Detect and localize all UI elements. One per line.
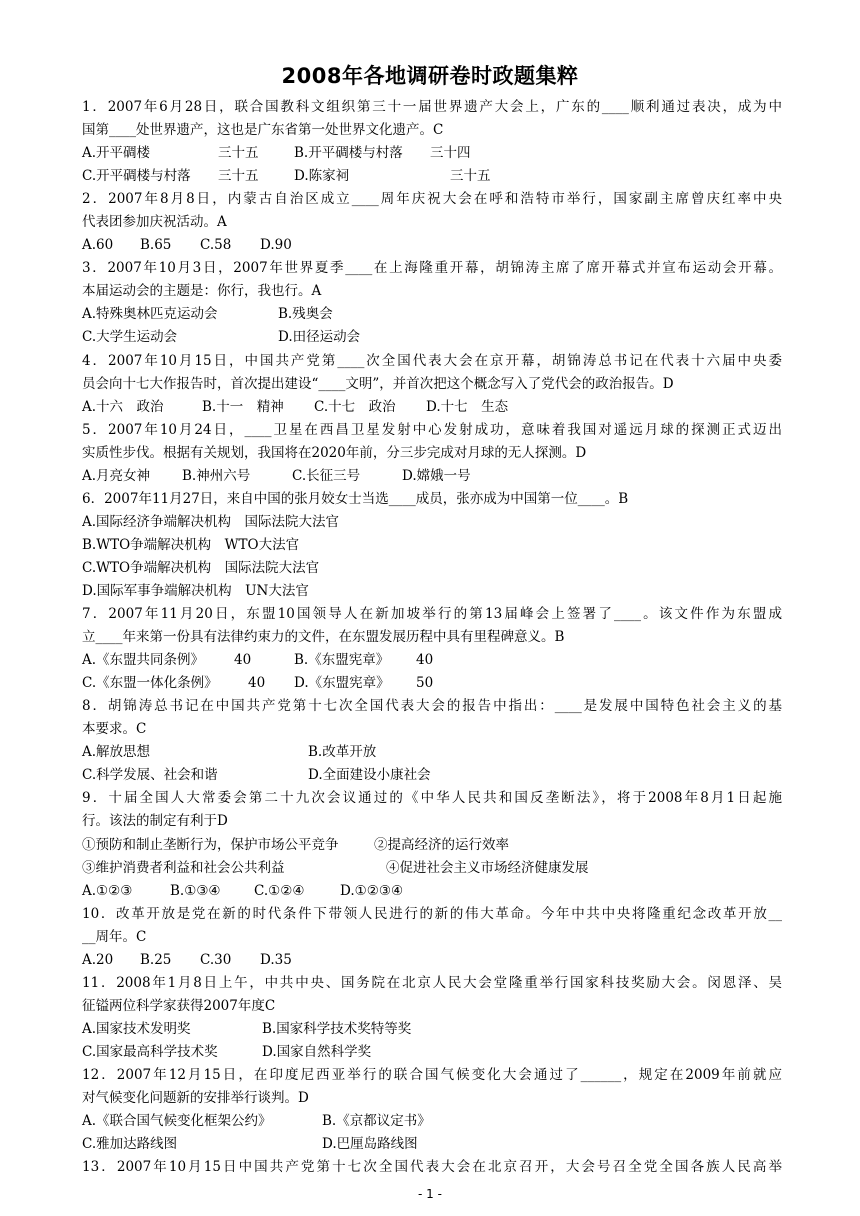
answer-option: B.65 bbox=[140, 237, 172, 254]
text-line: 13．2007年10月15日中国共产党第十七次全国代表大会在北京召开，大会号召全党全国各族人民高举 bbox=[82, 1159, 782, 1176]
answer-option: B.改革开放 bbox=[308, 744, 377, 761]
answer-options-row bbox=[82, 672, 782, 695]
answer-option: C.国家最高科学技术奖 bbox=[82, 1043, 218, 1060]
answer-options-row bbox=[82, 234, 782, 257]
answer-option: A.解放思想 bbox=[82, 744, 151, 761]
text-line: 6．2007年11月27日，来自中国的张月姣女士当选____成员，张亦成为中国第一位____。B bbox=[82, 490, 629, 507]
answer-options-row bbox=[82, 142, 782, 165]
answer-option: A.《联合国气候变化框架公约》 bbox=[82, 1113, 272, 1130]
answer-option: 三十四 bbox=[430, 145, 471, 162]
answer-option: D.巴厘岛路线图 bbox=[322, 1136, 418, 1153]
answer-option: B.①③④ bbox=[170, 882, 221, 899]
answer-option: C.科学发展、社会和谐 bbox=[82, 767, 218, 784]
answer-option: C.大学生运动会 bbox=[82, 329, 178, 346]
answer-option: B.25 bbox=[140, 951, 172, 968]
answer-option: B.国家科学技术奖特等奖 bbox=[262, 1020, 412, 1037]
answer-options-row bbox=[82, 303, 782, 326]
answer-option: A.十六 政治 bbox=[82, 398, 164, 415]
answer-option: 三十五 bbox=[218, 145, 259, 162]
text-line: 立____年来第一份具有法律约束力的文件，在东盟发展历程中具有里程碑意义。B bbox=[82, 629, 565, 646]
answer-option: B.十一 精神 bbox=[202, 398, 284, 415]
answer-option: C.十七 政治 bbox=[314, 398, 396, 415]
answer-option: C.30 bbox=[200, 951, 232, 968]
text-line: 1．2007年6月28日，联合国教科文组织第三十一届世界遗产大会上，广东的____顺利通过表决，成为中 bbox=[82, 99, 782, 115]
answer-option: D.《东盟宪章》 bbox=[294, 675, 390, 692]
answer-option: D.十七 生态 bbox=[426, 398, 509, 415]
answer-option: 40 bbox=[248, 675, 266, 692]
answer-option: B.《京都议定书》 bbox=[322, 1113, 431, 1130]
answer-option: 三十五 bbox=[218, 168, 259, 185]
answer-option: 40 bbox=[234, 652, 252, 669]
answer-option: A.①②③ bbox=[82, 882, 133, 899]
answer-option: D.90 bbox=[260, 237, 292, 254]
answer-options-row bbox=[82, 834, 782, 857]
answer-option: 40 bbox=[416, 652, 434, 669]
answer-option: ①预防和制止垄断行为，保护市场公平竞争 bbox=[82, 836, 339, 853]
answer-option: C.①②④ bbox=[254, 882, 305, 899]
answer-option: C.《东盟一体化条例》 bbox=[82, 675, 218, 692]
answer-option: B.残奥会 bbox=[278, 306, 333, 323]
answer-options-row bbox=[82, 165, 782, 188]
page-number: - 1 - bbox=[418, 1187, 442, 1201]
answer-options-row bbox=[82, 857, 782, 880]
text-line: 4．2007年10月15日，中国共产党第____次全国代表大会在京开幕，胡锦涛总书记在代表十六届中央委 bbox=[82, 352, 782, 369]
answer-options-row bbox=[82, 396, 782, 419]
answer-option: A.开平碉楼 bbox=[82, 145, 151, 162]
answer-options-row bbox=[82, 1133, 782, 1156]
answer-option: D.嫦娥一号 bbox=[402, 467, 471, 484]
text-line: 国第____处世界遗产，这也是广东省第一处世界文化遗产。C bbox=[82, 122, 444, 139]
text-line: 8．胡锦涛总书记在中国共产党第十七次全国代表大会的报告中指出：____是发展中国特色社会主义的基 bbox=[82, 698, 782, 715]
answer-option: B.开平碉楼与村落 bbox=[294, 145, 403, 162]
answer-option: A.《东盟共同条例》 bbox=[82, 652, 205, 669]
text-line: C.WTO争端解决机构 国际法院大法官 bbox=[82, 559, 320, 576]
answer-option: A.国家技术发明奖 bbox=[82, 1020, 191, 1037]
answer-options-row bbox=[82, 764, 782, 787]
answer-option: D.全面建设小康社会 bbox=[308, 767, 431, 784]
answer-option: C.开平碉楼与村落 bbox=[82, 168, 191, 185]
text-line: A.国际经济争端解决机构 国际法院大法官 bbox=[82, 513, 340, 530]
text-line: 12．2007年12月15日，在印度尼西亚举行的联合国气候变化大会通过了______，规定在2009年前就应 bbox=[82, 1066, 782, 1083]
answer-option: D.田径运动会 bbox=[278, 329, 361, 346]
answer-option: ②提高经济的运行效率 bbox=[374, 836, 509, 853]
text-line: B.WTO争端解决机构 WTO大法官 bbox=[82, 536, 300, 553]
text-line: __周年。C bbox=[82, 928, 147, 945]
answer-option: A.20 bbox=[82, 951, 114, 968]
answer-option: ③维护消费者利益和社会公共利益 bbox=[82, 859, 285, 876]
answer-option: ④促进社会主义市场经济健康发展 bbox=[386, 859, 589, 876]
answer-options-row bbox=[82, 1041, 782, 1064]
text-line: 3．2007年10月3日，2007年世界夏季____在上海隆重开幕，胡锦涛主席了席开幕式并宣布运动会开幕。 bbox=[82, 260, 782, 277]
answer-option: D.①②③④ bbox=[340, 882, 404, 899]
answer-option: D.35 bbox=[260, 951, 292, 968]
text-line: 11．2008年1月8日上午，中共中央、国务院在北京人民大会堂隆重举行国家科技奖励大会。闵恩泽、吴 bbox=[82, 974, 782, 991]
answer-option: A.月亮女神 bbox=[82, 467, 151, 484]
answer-options-row bbox=[82, 880, 782, 903]
answer-option: D.陈家祠 bbox=[294, 168, 350, 185]
text-line: 征镒两位科学家获得2007年度C bbox=[82, 997, 276, 1014]
answer-options-row bbox=[82, 1110, 782, 1133]
answer-option: B.神州六号 bbox=[182, 467, 251, 484]
page-title: 2008年各地调研卷时政题集粹 bbox=[281, 64, 579, 88]
answer-options-row bbox=[82, 465, 782, 488]
text-line: D.国际军事争端解决机构 UN大法官 bbox=[82, 582, 309, 599]
text-line: 对气候变化问题新的安排举行谈判。D bbox=[82, 1090, 309, 1107]
text-line: 代表团参加庆祝活动。A bbox=[82, 214, 227, 231]
answer-options-row bbox=[82, 326, 782, 349]
answer-options-row bbox=[82, 741, 782, 764]
answer-option: C.58 bbox=[200, 237, 232, 254]
text-line: 5．2007年10月24日，____卫星在西昌卫星发射中心发射成功，意味着我国对遥远月球的探测正式迈出 bbox=[82, 421, 782, 438]
answer-option: D.国家自然科学奖 bbox=[262, 1043, 372, 1060]
text-line: 7．2007年11月20日，东盟10国领导人在新加坡举行的第13届峰会上签署了____。该文件作为东盟成 bbox=[82, 606, 782, 623]
answer-option: A.60 bbox=[82, 237, 114, 254]
answer-options-row bbox=[82, 1018, 782, 1041]
answer-option: 50 bbox=[416, 675, 434, 692]
answer-option: C.长征三号 bbox=[292, 467, 361, 484]
answer-option: A.特殊奥林匹克运动会 bbox=[82, 306, 218, 323]
text-line: 实质性步伐。根据有关规划，我国将在2020年前，分三步完成对月球的无人探测。D bbox=[82, 444, 587, 461]
text-line: 行。该法的制定有利于D bbox=[82, 813, 228, 830]
text-line: 10．改革开放是党在新的时代条件下带领人民进行的新的伟大革命。今年中共中央将隆重纪念改革开放__ bbox=[82, 905, 782, 922]
answer-options-row bbox=[82, 649, 782, 672]
text-line: 2．2007年8月8日，内蒙古自治区成立____周年庆祝大会在呼和浩特市举行，国家副主席曾庆红率中央 bbox=[82, 191, 782, 208]
question-list bbox=[82, 96, 782, 1179]
text-line: 9．十届全国人大常委会第二十九次会议通过的《中华人民共和国反垄断法》，将于2008年8月1日起施 bbox=[82, 790, 782, 807]
answer-option: C.雅加达路线图 bbox=[82, 1136, 178, 1153]
text-line: 本届运动会的主题是：你行，我也行。A bbox=[82, 283, 322, 300]
text-line: 本要求。C bbox=[82, 721, 147, 738]
text-line: 员会向十七大作报告时，首次提出建设“____文明”，并首次把这个概念写入了党代会的政治报告。D bbox=[82, 375, 674, 392]
answer-options-row bbox=[82, 949, 782, 972]
answer-option: 三十五 bbox=[450, 168, 491, 185]
answer-option: B.《东盟宪章》 bbox=[294, 652, 390, 669]
